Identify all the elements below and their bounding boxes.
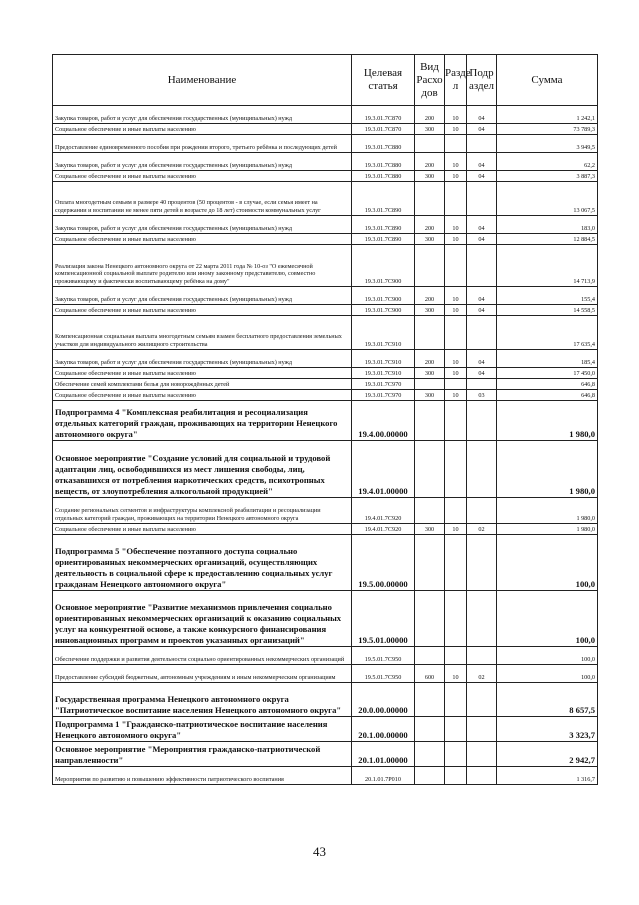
row-target-article: 19.3.01.7С890 — [352, 182, 415, 216]
table-row — [53, 182, 598, 216]
row-expense-type: 600 — [415, 665, 445, 683]
row-name: Обеспечение семей комплектами белья для новорождённых детей — [53, 379, 352, 390]
row-section — [445, 742, 467, 767]
table-row — [53, 742, 598, 767]
row-sum: 14 713,9 — [497, 245, 598, 287]
row-subsection — [467, 498, 497, 524]
table-row — [53, 135, 598, 153]
row-sum: 100,0 — [497, 665, 598, 683]
table-row — [53, 287, 598, 305]
row-expense-type: 300 — [415, 234, 445, 245]
row-target-article: 19.3.01.7С900 — [352, 245, 415, 287]
row-expense-type — [415, 683, 445, 717]
row-sum: 3 887,3 — [497, 171, 598, 182]
row-target-article: 20.1.01.00000 — [352, 742, 415, 767]
row-expense-type — [415, 591, 445, 647]
table-row — [53, 153, 598, 171]
row-target-article: 19.3.01.7С880 — [352, 153, 415, 171]
row-expense-type — [415, 182, 445, 216]
header-row — [53, 55, 598, 106]
row-target-article: 19.3.01.7С910 — [352, 316, 415, 350]
row-subsection: 04 — [467, 287, 497, 305]
row-target-article: 19.3.01.7С910 — [352, 368, 415, 379]
row-sum: 185,4 — [497, 350, 598, 368]
page-number: 43 — [313, 844, 326, 859]
row-section — [445, 683, 467, 717]
row-expense-type: 300 — [415, 124, 445, 135]
row-name: Социальное обеспечение и иные выплаты населению — [53, 524, 352, 535]
row-sum: 646,8 — [497, 379, 598, 390]
row-section — [445, 245, 467, 287]
table-row — [53, 390, 598, 401]
row-sum: 1 980,0 — [497, 524, 598, 535]
row-expense-type — [415, 767, 445, 785]
row-expense-type — [415, 535, 445, 591]
row-subsection: 04 — [467, 171, 497, 182]
row-subsection: 02 — [467, 665, 497, 683]
row-expense-type: 200 — [415, 106, 445, 124]
row-name: Социальное обеспечение и иные выплаты населению — [53, 390, 352, 401]
row-expense-type: 300 — [415, 368, 445, 379]
row-subsection — [467, 683, 497, 717]
row-sum: 14 558,5 — [497, 305, 598, 316]
table-body — [53, 106, 598, 785]
table-row — [53, 305, 598, 316]
table-row — [53, 665, 598, 683]
row-subsection — [467, 182, 497, 216]
row-section — [445, 379, 467, 390]
row-sum: 1 980,0 — [497, 401, 598, 441]
row-sum: 73 789,3 — [497, 124, 598, 135]
row-name: Компенсационная социальная выплата многодетным семьям взамен бесплатного предоставления земельных участков для индивидуального жилищного строительства — [53, 316, 352, 350]
row-target-article: 19.5.01.7С950 — [352, 665, 415, 683]
row-name: Социальное обеспечение и иные выплаты населению — [53, 171, 352, 182]
row-name: Оплата многодетным семьям в размере 40 процентов (50 процентов - в случае, если семья имеет на содержании и воспитании не менее пяти детей в возрасте до 18 лет) стоимости коммунальных услуг — [53, 182, 352, 216]
row-subsection: 04 — [467, 124, 497, 135]
row-expense-type: 300 — [415, 390, 445, 401]
row-name: Социальное обеспечение и иные выплаты населению — [53, 368, 352, 379]
row-expense-type — [415, 401, 445, 441]
row-section — [445, 182, 467, 216]
row-subsection — [467, 535, 497, 591]
row-name: Социальное обеспечение и иные выплаты населению — [53, 124, 352, 135]
row-subsection — [467, 767, 497, 785]
row-name: Закупка товаров, работ и услуг для обеспечения государственных (муниципальных) нужд — [53, 216, 352, 234]
row-target-article: 19.4.01.00000 — [352, 441, 415, 498]
budget-table — [52, 54, 598, 785]
row-expense-type: 300 — [415, 171, 445, 182]
row-section: 10 — [445, 368, 467, 379]
row-sum: 1 316,7 — [497, 767, 598, 785]
row-name: Закупка товаров, работ и услуг для обеспечения государственных (муниципальных) нужд — [53, 106, 352, 124]
table-row — [53, 441, 598, 498]
row-name: Социальное обеспечение и иные выплаты населению — [53, 234, 352, 245]
row-target-article: 19.3.01.7С870 — [352, 106, 415, 124]
table-row — [53, 767, 598, 785]
row-name: Реализация закона Ненецкого автономного округа от 22 марта 2011 года № 10-оз "О ежемесячной компенсационной социальной выплате родителю или иному законному представителю, совместно проживающему и фактически воспитывающему ребёнка на дому" — [53, 245, 352, 287]
row-subsection — [467, 742, 497, 767]
row-section — [445, 441, 467, 498]
row-target-article: 20.0.00.00000 — [352, 683, 415, 717]
row-subsection: 04 — [467, 368, 497, 379]
row-expense-type — [415, 316, 445, 350]
row-sum: 3 949,5 — [497, 135, 598, 153]
row-expense-type: 300 — [415, 524, 445, 535]
row-sum: 8 657,5 — [497, 683, 598, 717]
row-section — [445, 135, 467, 153]
row-subsection — [467, 245, 497, 287]
row-name: Создание региональных сегментов и инфраструктуры комплексной реабилитации и ресоциализации отдельных категорий граждан, проживающих на территории Ненецкого автономного округа — [53, 498, 352, 524]
table-row — [53, 524, 598, 535]
row-section: 10 — [445, 234, 467, 245]
row-subsection — [467, 591, 497, 647]
header-section: Разде л — [445, 55, 467, 106]
row-section — [445, 767, 467, 785]
row-target-article: 19.3.01.7С870 — [352, 124, 415, 135]
row-section — [445, 591, 467, 647]
row-target-article: 19.3.01.7С970 — [352, 390, 415, 401]
row-sum: 3 323,7 — [497, 717, 598, 742]
row-subsection: 04 — [467, 216, 497, 234]
header-name: Наименование — [53, 55, 352, 106]
row-subsection: 04 — [467, 350, 497, 368]
header-target-article: Целевая статья — [352, 55, 415, 106]
table-row — [53, 234, 598, 245]
row-section — [445, 401, 467, 441]
row-sum: 183,0 — [497, 216, 598, 234]
row-expense-type — [415, 498, 445, 524]
row-sum: 155,4 — [497, 287, 598, 305]
row-name: Социальное обеспечение и иные выплаты населению — [53, 305, 352, 316]
row-expense-type — [415, 717, 445, 742]
row-target-article: 20.1.00.00000 — [352, 717, 415, 742]
row-sum: 100,0 — [497, 535, 598, 591]
row-subsection: 04 — [467, 106, 497, 124]
row-sum: 1 980,0 — [497, 498, 598, 524]
row-section: 10 — [445, 350, 467, 368]
row-name: Предоставление единовременного пособия при рождении второго, третьего ребёнка и последующих детей — [53, 135, 352, 153]
row-name: Обеспечение поддержки и развития деятельности социально ориентированных некоммерческих организаций — [53, 647, 352, 665]
row-name: Закупка товаров, работ и услуг для обеспечения государственных (муниципальных) нужд — [53, 350, 352, 368]
row-expense-type — [415, 245, 445, 287]
row-name: Основное мероприятие "Развитие механизмов привлечения социально ориентированных некоммерческих организаций к оказанию социальных услуг на конкурентной основе, а также конкурсного финансирования инновационных программ и проектов указанных организаций" — [53, 591, 352, 647]
row-section: 10 — [445, 171, 467, 182]
table-row — [53, 498, 598, 524]
row-name: Закупка товаров, работ и услуг для обеспечения государственных (муниципальных) нужд — [53, 287, 352, 305]
table-row — [53, 683, 598, 717]
row-target-article: 19.3.01.7С900 — [352, 305, 415, 316]
row-expense-type — [415, 441, 445, 498]
row-subsection — [467, 717, 497, 742]
row-expense-type: 200 — [415, 216, 445, 234]
table-row — [53, 171, 598, 182]
row-target-article: 19.3.01.7С880 — [352, 135, 415, 153]
table-row — [53, 591, 598, 647]
row-section — [445, 647, 467, 665]
row-section: 10 — [445, 216, 467, 234]
row-name: Основное мероприятие "Мероприятия гражданско-патриотической направленности" — [53, 742, 352, 767]
row-subsection: 04 — [467, 305, 497, 316]
row-subsection: 04 — [467, 153, 497, 171]
row-name: Подпрограмма 4 "Комплексная реабилитация и ресоциализация отдельных категорий граждан, проживающих на территории Ненецкого автономного округа" — [53, 401, 352, 441]
table-row — [53, 216, 598, 234]
row-subsection: 04 — [467, 234, 497, 245]
row-expense-type — [415, 379, 445, 390]
row-target-article: 19.3.01.7С880 — [352, 171, 415, 182]
row-target-article: 19.3.01.7С900 — [352, 287, 415, 305]
row-name: Подпрограмма 1 "Гражданско-патриотическое воспитание населения Ненецкого автономного округа" — [53, 717, 352, 742]
row-section: 10 — [445, 153, 467, 171]
row-target-article: 19.5.01.00000 — [352, 591, 415, 647]
row-target-article: 19.3.01.7С890 — [352, 234, 415, 245]
row-target-article: 19.4.00.00000 — [352, 401, 415, 441]
row-sum: 17 450,0 — [497, 368, 598, 379]
row-section: 10 — [445, 287, 467, 305]
row-target-article: 20.1.01.7Р010 — [352, 767, 415, 785]
row-name: Мероприятия по развитию и повышению эффективности патриотического воспитания — [53, 767, 352, 785]
row-sum: 12 884,5 — [497, 234, 598, 245]
table-row — [53, 717, 598, 742]
row-section: 10 — [445, 390, 467, 401]
row-expense-type — [415, 742, 445, 767]
row-target-article: 19.3.01.7С910 — [352, 350, 415, 368]
table-row — [53, 535, 598, 591]
row-sum: 1 242,1 — [497, 106, 598, 124]
row-expense-type: 300 — [415, 305, 445, 316]
table-row — [53, 368, 598, 379]
row-name: Предоставление субсидий бюджетным, автономным учреждениям и иным некоммерческим организациям — [53, 665, 352, 683]
row-section — [445, 316, 467, 350]
row-target-article: 19.4.01.7С920 — [352, 524, 415, 535]
row-sum: 1 980,0 — [497, 441, 598, 498]
row-target-article: 19.4.01.7С920 — [352, 498, 415, 524]
row-sum: 646,8 — [497, 390, 598, 401]
row-expense-type: 200 — [415, 287, 445, 305]
header-expense-type: Вид Расхо дов — [415, 55, 445, 106]
row-name: Государственная программа Ненецкого автономного округа "Патриотическое воспитание населения Ненецкого автономного округа" — [53, 683, 352, 717]
row-sum: 17 635,4 — [497, 316, 598, 350]
table-row — [53, 316, 598, 350]
row-sum: 62,2 — [497, 153, 598, 171]
header-subsection: Подр аздел — [467, 55, 497, 106]
row-subsection: 03 — [467, 390, 497, 401]
row-sum: 100,0 — [497, 591, 598, 647]
row-subsection — [467, 379, 497, 390]
row-subsection: 02 — [467, 524, 497, 535]
row-target-article: 19.5.00.00000 — [352, 535, 415, 591]
row-section: 10 — [445, 124, 467, 135]
row-subsection — [467, 135, 497, 153]
row-section: 10 — [445, 665, 467, 683]
row-subsection — [467, 441, 497, 498]
row-expense-type — [415, 135, 445, 153]
row-section: 10 — [445, 524, 467, 535]
row-section: 10 — [445, 305, 467, 316]
row-section — [445, 535, 467, 591]
table-row — [53, 106, 598, 124]
row-name: Основное мероприятие "Создание условий для социальной и трудовой адаптации лиц, освободившихся из мест лишения свободы, лиц, отказавшихся от потребления наркотических средств, психотропных веществ, от злоупотребления алкогольной продукцией" — [53, 441, 352, 498]
row-section — [445, 498, 467, 524]
row-target-article: 19.3.01.7С970 — [352, 379, 415, 390]
row-target-article: 19.5.01.7С950 — [352, 647, 415, 665]
row-subsection — [467, 647, 497, 665]
header-sum: Сумма — [497, 55, 598, 106]
table-row — [53, 647, 598, 665]
table-row — [53, 401, 598, 441]
table-row — [53, 245, 598, 287]
row-target-article: 19.3.01.7С890 — [352, 216, 415, 234]
row-subsection — [467, 316, 497, 350]
row-expense-type — [415, 647, 445, 665]
row-subsection — [467, 401, 497, 441]
row-section: 10 — [445, 106, 467, 124]
row-sum: 100,0 — [497, 647, 598, 665]
row-name: Закупка товаров, работ и услуг для обеспечения государственных (муниципальных) нужд — [53, 153, 352, 171]
row-sum: 2 942,7 — [497, 742, 598, 767]
table-row — [53, 350, 598, 368]
row-expense-type: 200 — [415, 153, 445, 171]
row-expense-type: 200 — [415, 350, 445, 368]
table-row — [53, 379, 598, 390]
row-sum: 13 067,5 — [497, 182, 598, 216]
row-name: Подпрограмма 5 "Обеспечение поэтапного доступа социально ориентированных некоммерческих организаций, осуществляющих деятельность в социальной сфере к предоставлению социальных услуг гражданам Ненецкого автономного округа" — [53, 535, 352, 591]
table-row — [53, 124, 598, 135]
row-section — [445, 717, 467, 742]
